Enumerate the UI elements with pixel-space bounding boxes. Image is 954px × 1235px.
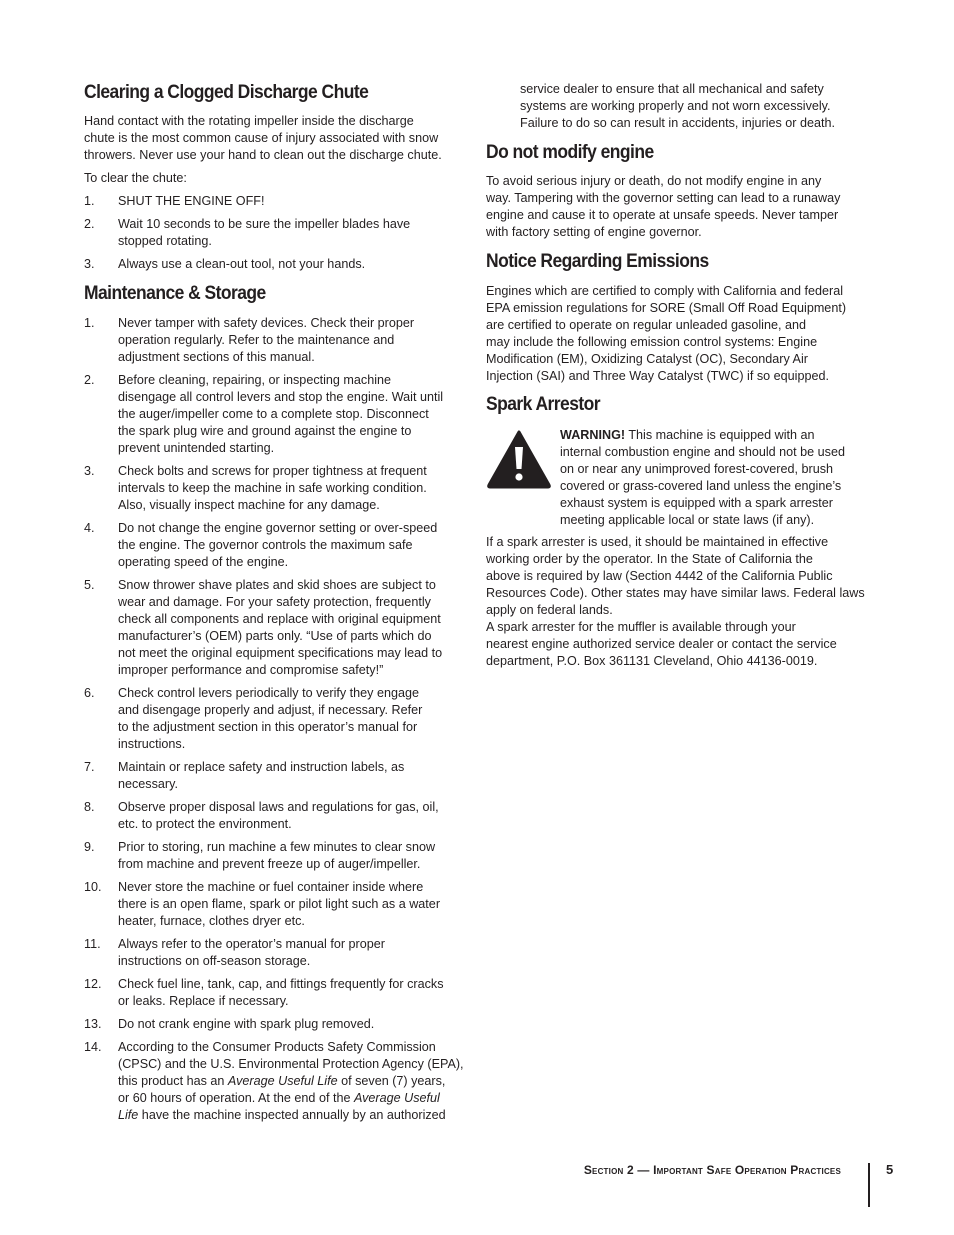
list-item: 3. Always use a clean-out tool, not your hands. (84, 257, 366, 271)
warning-text: WARNING! This machine is equipped with an internal combustion engine and should not be used on or near any unimproved forest-covered, brush covered or grass-covered land unless the engine’s exhaust system is equipped with a spark arrester meeting applicable local or state laws (if any). (560, 428, 845, 527)
list-item: 1. SHUT THE ENGINE OFF! (84, 194, 265, 208)
heading-do-not-modify: Do not modify engine (486, 142, 654, 163)
continuation-text: service dealer to ensure that all mechanical and safety systems are working properly and not worn excessively. Failure to do so can result in accidents, injuries or death. (520, 82, 836, 130)
list-item: 3. Check bolts and screws for proper tightness at frequent intervals to keep the machine in safe working condition. Also, visually inspect machine for any damage. (84, 464, 427, 512)
list-item: 1. Never tamper with safety devices. Check their proper operation regularly. Refer to the maintenance and adjustment sections of this manual. (84, 316, 415, 364)
spark-para-1: If a spark arrester is used, it should be maintained in effective working order by the operator. In the State of California the above is required by law (Section 4442 of the California Public Resources Code). Other states may have similar laws. Federal laws apply on federal lands. (486, 535, 865, 617)
warning-label: WARNING! (560, 428, 626, 442)
clogged-steps (84, 193, 470, 279)
footer-section-title: Section 2 — Important Safe Operation Practices (583, 1163, 841, 1177)
list-item: 13. Do not crank engine with spark plug removed. (84, 1017, 375, 1031)
maintenance-list (84, 315, 474, 1124)
modify-text: To avoid serious injury or death, do not modify engine in any way. Tampering with the governor setting can lead to a runaway engine and cause it to operate at unsafe speeds. Never tamper with factory setting of engine governor. (486, 174, 841, 239)
list-item: 8. Observe proper disposal laws and regulations for gas, oil, etc. to protect the environment. (84, 800, 439, 831)
clogged-lead: To clear the chute: (84, 171, 187, 185)
heading-spark-arrestor: Spark Arrestor (486, 394, 601, 415)
list-item: 5. Snow thrower shave plates and skid shoes are subject to wear and damage. For your safety protection, frequently check all components and replace with original equipment manufacturer’s (OEM) parts only. “Use of parts which do not meet the original equipment specifications may lead to improper performance and compromise safety!” (84, 578, 443, 677)
emissions-text: Engines which are certified to comply with California and federal EPA emission regulations for SORE (Small Off Road Equipment) are certified to operate on regular unleaded gasoline, and may include the following emission control systems: Engine Modification (EM), Oxidizing Catalyst (OC), Secondary Air Injection (SAI) and Three Way Catalyst (TWC) if so equipped. (486, 284, 847, 383)
spark-para-2: A spark arrester for the muffler is available through your nearest engine authorized service dealer or contact the service department, P.O. Box 361131 Cleveland, Ohio 44136-0019. (486, 620, 837, 668)
list-item: 2. Before cleaning, repairing, or inspecting machine disengage all control levers and stop the engine. Wait until the auger/impeller come to a complete stop. Disconnect the spark plug wire and ground against the engine to prevent unintended starting. (84, 373, 444, 455)
list-item: 12. Check fuel line, tank, cap, and fittings frequently for cracks or leaks. Replace if necessary. (84, 977, 444, 1008)
warning-triangle-icon (486, 429, 552, 489)
list-item: 7. Maintain or replace safety and instruction labels, as necessary. (84, 760, 405, 791)
footer-divider (868, 1163, 870, 1207)
heading-clogged-chute: Clearing a Clogged Discharge Chute (84, 82, 369, 103)
clogged-intro: Hand contact with the rotating impeller inside the discharge chute is the most common cause of injury associated with snow throwers. Never use your hand to clean out the discharge chute. (84, 114, 442, 162)
page-number: 5 (886, 1162, 894, 1177)
heading-emissions: Notice Regarding Emissions (486, 251, 709, 272)
list-item: 9. Prior to storing, run machine a few minutes to clear snow from machine and prevent freeze up of auger/impeller. (84, 840, 436, 871)
list-item: 10. Never store the machine or fuel container inside where there is an open flame, spark or pilot light such as a water heater, furnace, clothes dryer etc. (84, 880, 441, 928)
list-item: 6. Check control levers periodically to verify they engage and disengage properly and adjust, if necessary. Refer to the adjustment section in this operator’s manual for instructions. (84, 686, 423, 751)
list-item: 14. According to the Consumer Products Safety Commission (CPSC) and the U.S. Environmental Protection Agency (EPA), this product has an Average Useful Life of seven (7) years, or 60 hours of operation. At the end of the Average Useful Life have the machine inspected annually by an authorized (84, 1040, 464, 1122)
list-item: 11. Always refer to the operator’s manual for proper instructions on off-season storage. (84, 937, 385, 968)
heading-maintenance: Maintenance & Storage (84, 283, 266, 304)
list-item: 4. Do not change the engine governor setting or over-speed the engine. The governor controls the maximum safe operating speed of the engine. (84, 521, 438, 569)
list-item: 2. Wait 10 seconds to be sure the impeller blades have stopped rotating. (84, 217, 411, 248)
